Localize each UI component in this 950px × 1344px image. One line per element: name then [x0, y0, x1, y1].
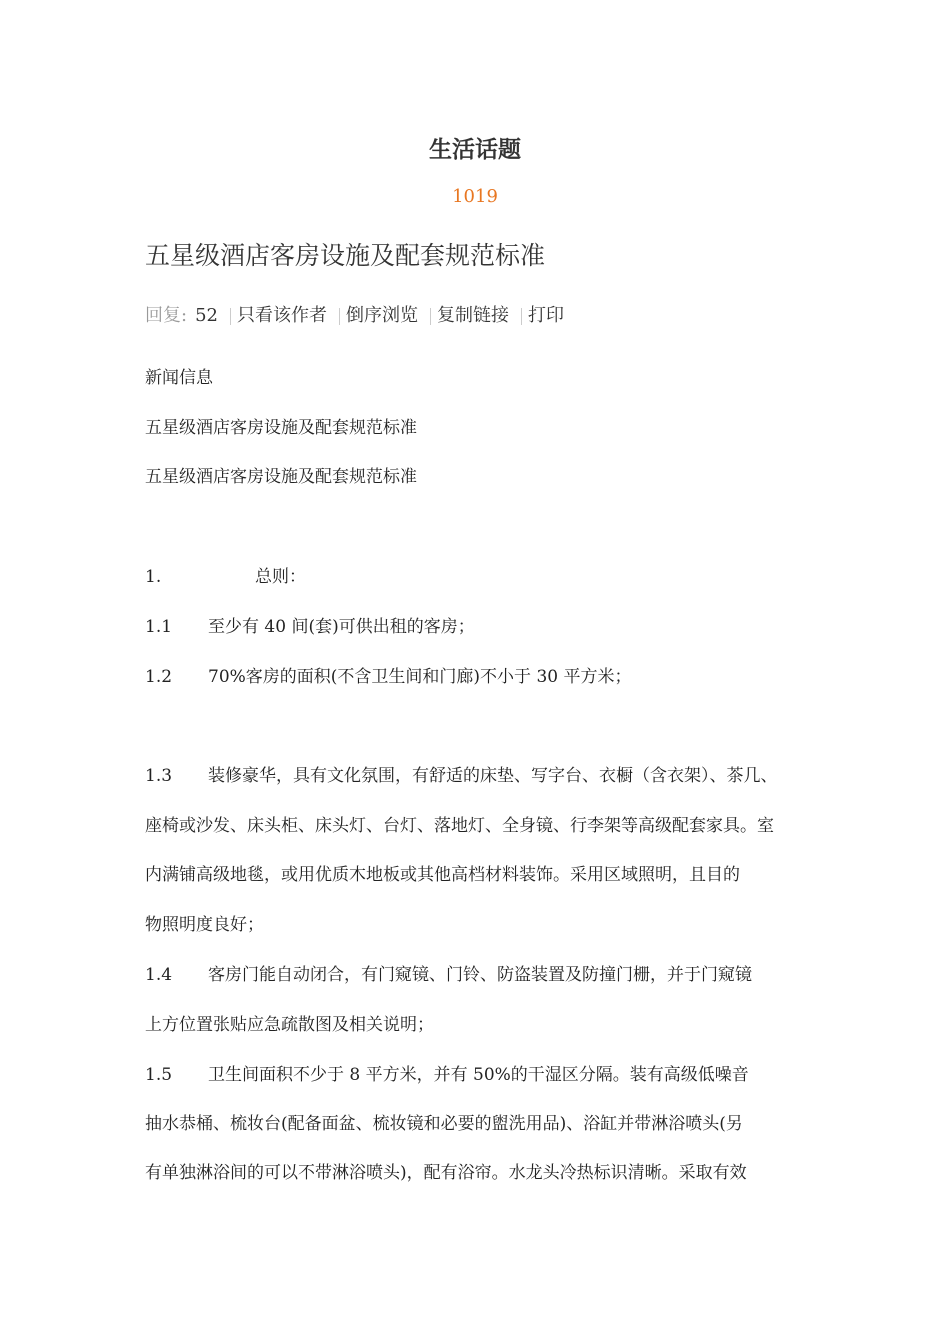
meta-divider	[521, 308, 522, 325]
clause-text: 装修豪华，具有文化氛围，有舒适的床垫、写字台、衣橱（含衣架）、茶几、	[208, 766, 778, 786]
clause-number: 1.	[145, 567, 162, 587]
clause-number: 1.3	[145, 766, 173, 786]
clause-1-1	[145, 615, 475, 639]
post-title: 五星级酒店客房设施及配套规范标准	[145, 241, 546, 270]
reply-count: 52	[195, 305, 218, 326]
clause-1-3-continued: 内满铺高级地毯，或用优质木地板或其他高档材料装饰。采用区域照明，且目的	[145, 865, 740, 885]
clause-1-4	[145, 963, 752, 987]
meta-divider	[339, 308, 340, 325]
reverse-order-link[interactable]: 倒序浏览	[345, 305, 418, 326]
clause-text: 70%客房的面积(不含卫生间和门廊)不小于 30 平方米；	[208, 667, 632, 687]
section-label: 新闻信息	[145, 368, 213, 388]
clause-1-4-continued: 上方位置张贴应急疏散图及相关说明；	[145, 1015, 434, 1035]
clause-text: 至少有 40 间(套)可供出租的客房；	[208, 617, 475, 637]
topic-id: 1019	[452, 186, 498, 207]
clause-number: 1.5	[145, 1065, 173, 1085]
post-meta-bar	[145, 302, 564, 330]
subtitle: 五星级酒店客房设施及配套规范标准	[145, 418, 417, 438]
clause-text: 总则：	[255, 567, 306, 587]
clause-1-5	[145, 1063, 749, 1087]
clause-number: 1.2	[145, 667, 173, 687]
clause-number: 1.1	[145, 617, 173, 637]
clause-1-2	[145, 665, 632, 689]
clause-1-3	[145, 764, 778, 788]
view-author-only-link[interactable]: 只看该作者	[236, 305, 327, 326]
meta-divider	[430, 308, 431, 325]
clause-text: 客房门能自动闭合，有门窥镜、门铃、防盗装置及防撞门栅，并于门窥镜	[208, 965, 752, 985]
clause-number: 1.4	[145, 965, 173, 985]
general-heading	[145, 565, 306, 589]
reply-label: 回复:	[145, 305, 188, 326]
clause-1-3-continued: 物照明度良好；	[145, 915, 264, 935]
copy-link-link[interactable]: 复制链接	[436, 305, 509, 326]
clause-1-5-continued: 抽水恭桶、梳妆台(配备面盆、梳妆镜和必要的盥洗用品)、浴缸并带淋浴喷头(另	[145, 1114, 743, 1134]
print-link[interactable]: 打印	[527, 305, 564, 326]
clause-text: 卫生间面积不少于 8 平方米，并有 50%的干湿区分隔。装有高级低噪音	[208, 1065, 749, 1085]
clause-1-3-continued: 座椅或沙发、床头柜、床头灯、台灯、落地灯、全身镜、行李架等高级配套家具。室	[145, 816, 774, 836]
subtitle: 五星级酒店客房设施及配套规范标准	[145, 467, 417, 487]
clause-1-5-continued: 有单独淋浴间的可以不带淋浴喷头)，配有浴帘。水龙头冷热标识清晰。采取有效	[145, 1163, 747, 1183]
meta-divider	[230, 308, 231, 325]
forum-category-title: 生活话题	[429, 137, 521, 163]
